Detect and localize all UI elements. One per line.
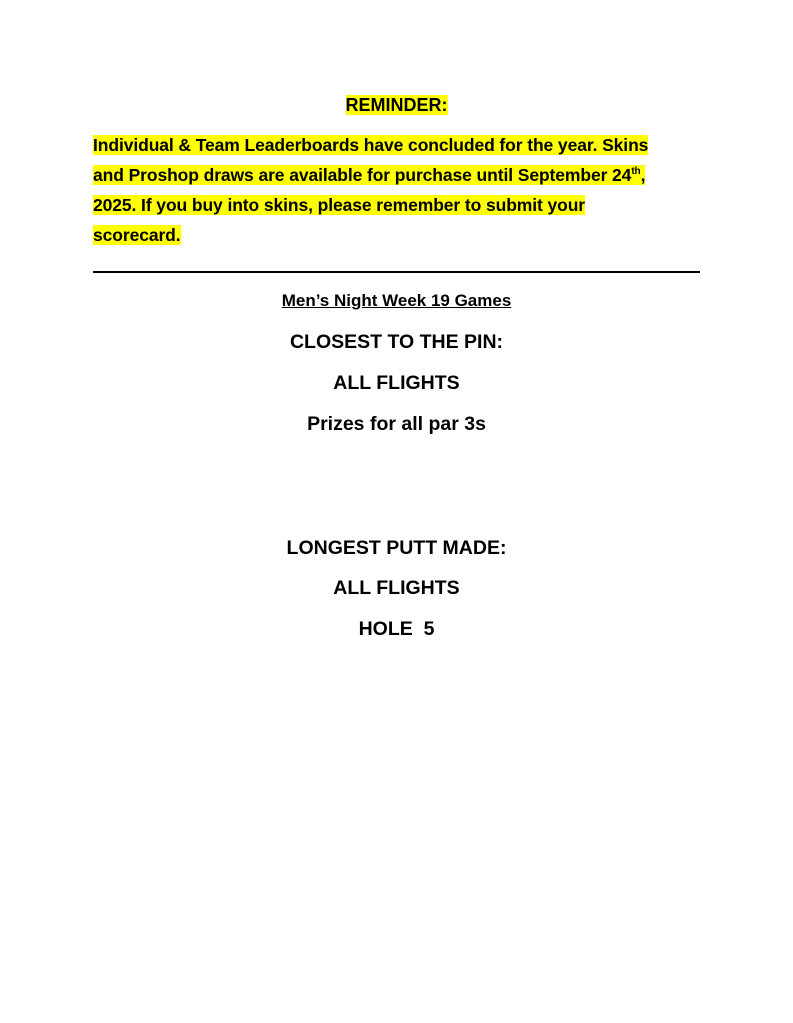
longest-putt-hole: HOLE 5: [358, 618, 435, 640]
reminder-line-3-text: 2025. If you buy into skins, please remember to submit your: [93, 195, 586, 215]
reminder-line-4-text: scorecard.: [93, 225, 181, 245]
reminder-line-2: [93, 160, 693, 190]
reminder-line-2-text: and Proshop draws are available for purchase until September 24: [93, 165, 632, 185]
reminder-heading: [0, 92, 793, 118]
longest-putt-title: LONGEST PUTT MADE:: [286, 537, 507, 559]
reminder-line-2-comma: ,: [640, 165, 646, 185]
reminder-line-1: [93, 130, 693, 160]
section-divider: [93, 271, 700, 273]
reminder-line-2-highlight: [93, 165, 645, 185]
reminder-line-3: [93, 190, 693, 220]
closest-to-pin-title: CLOSEST TO THE PIN:: [289, 331, 504, 353]
reminder-line-4: [93, 220, 693, 250]
reminder-body: [93, 130, 693, 250]
closest-to-pin-prize: Prizes for all par 3s: [307, 413, 486, 435]
ordinal-suffix: th: [631, 166, 641, 177]
event-title: Men’s Night Week 19 Games: [281, 291, 512, 310]
reminder-line-1-text: Individual & Team Leaderboards have concluded for the year. Skins: [93, 135, 649, 155]
reminder-heading-text: REMINDER:: [345, 95, 448, 115]
closest-to-pin-flights: ALL FLIGHTS: [333, 372, 460, 394]
longest-putt-flights: ALL FLIGHTS: [333, 577, 460, 599]
